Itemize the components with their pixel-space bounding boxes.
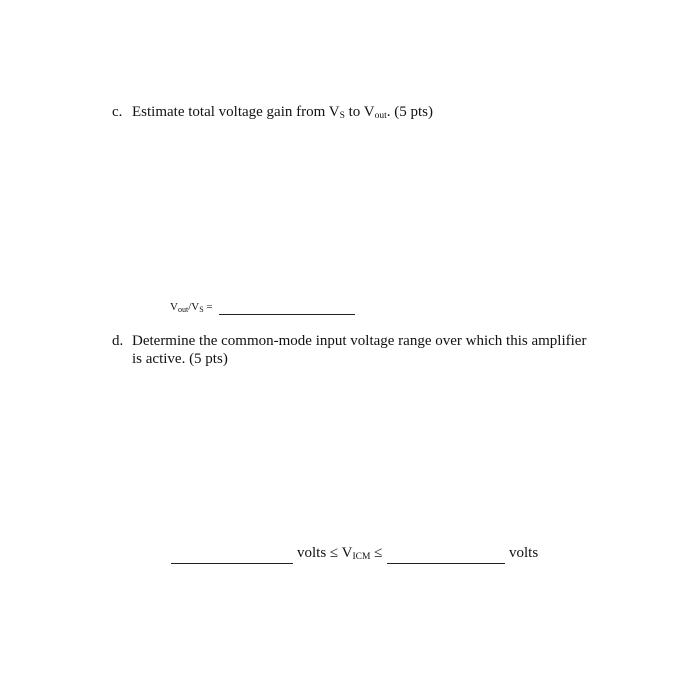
answer-c-label: $V_{out}/V_S$ = <box>170 301 213 314</box>
answer-d-lower-blank[interactable] <box>171 563 293 564</box>
question-c-text: Estimate total voltage gain from $V_S$ to $V_{out}$. (5 pts) <box>132 104 434 121</box>
question-d-line1: Determine the common-mode input voltage range over which this amplifier <box>132 333 587 349</box>
question-d <box>112 333 586 350</box>
question-d-line2: is active. (5 pts) <box>132 351 228 367</box>
question-c-letter: c. <box>112 104 123 120</box>
answer-d-upper-blank[interactable] <box>387 563 505 564</box>
answer-d-inequality: volts ≤ $V_{ICM}$ ≤ <box>297 545 383 562</box>
answer-d-volts-end: volts <box>509 545 539 561</box>
answer-c-blank[interactable] <box>219 314 355 315</box>
question-c <box>112 104 433 121</box>
question-d-letter: d. <box>112 333 124 349</box>
